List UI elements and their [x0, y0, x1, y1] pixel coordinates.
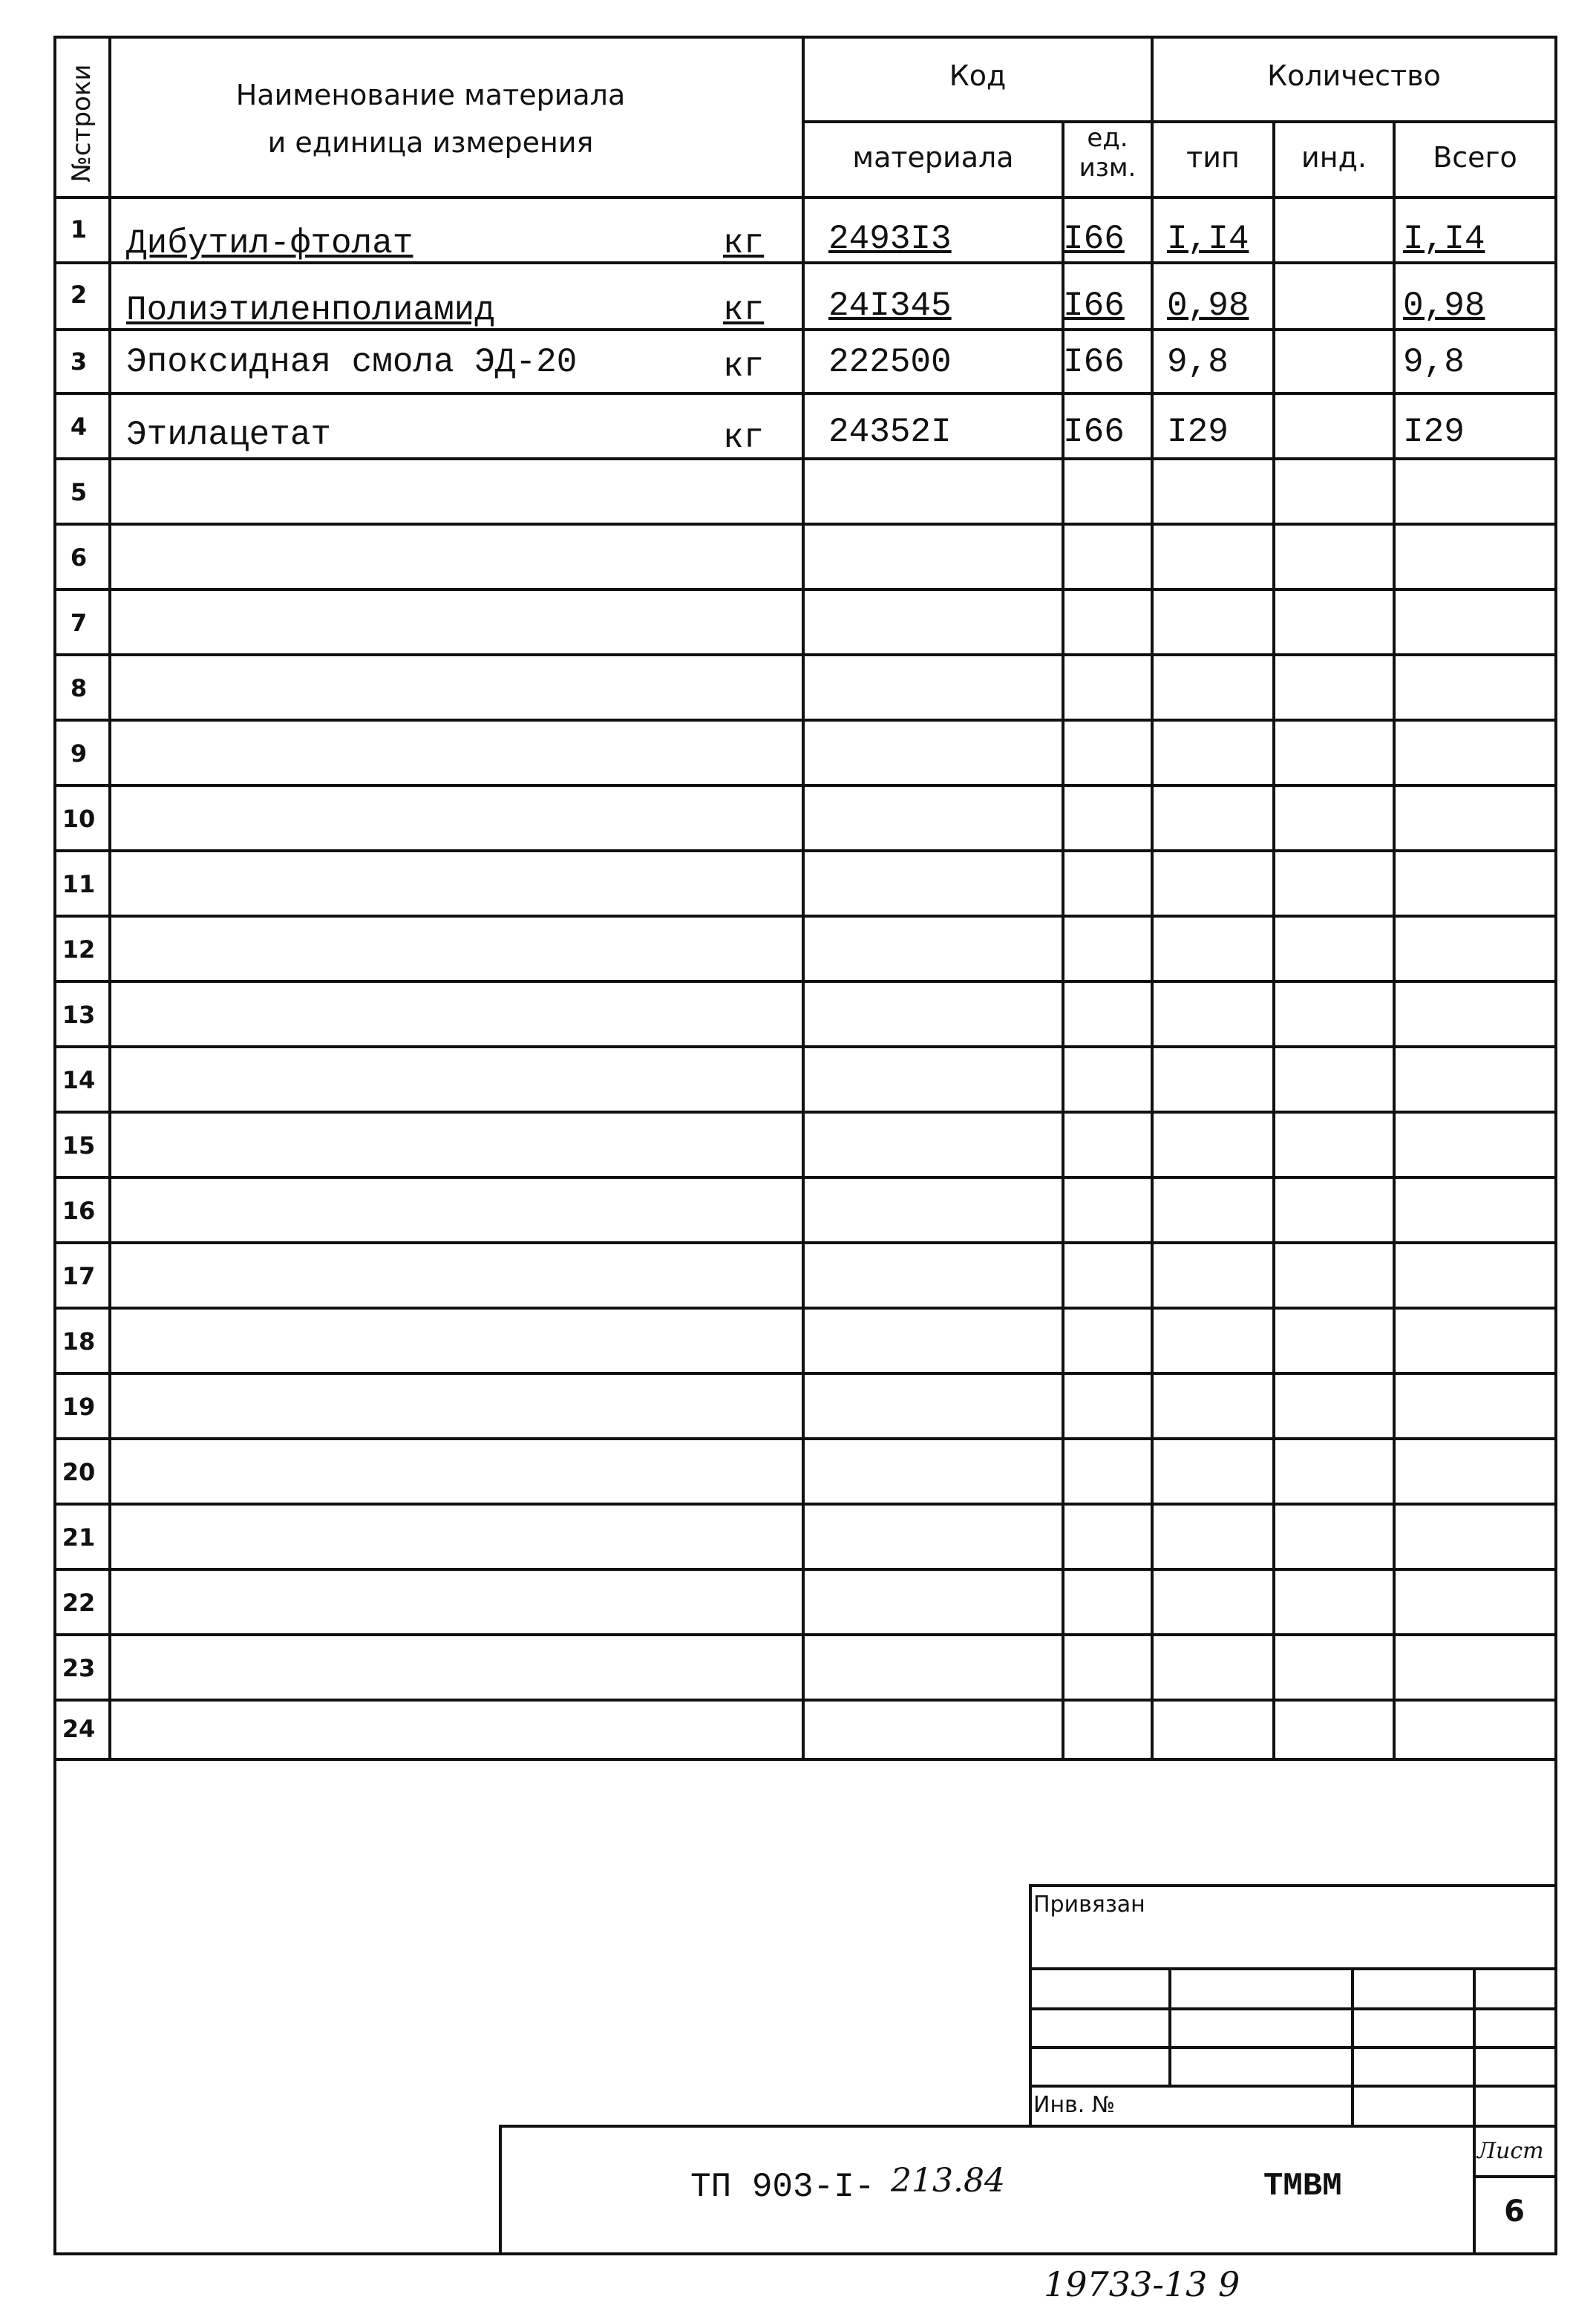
row-number: 17 — [62, 1262, 96, 1290]
frame-bottom — [53, 2252, 1557, 2255]
row-line — [53, 392, 1556, 395]
frame-top — [53, 36, 1557, 39]
stamp-line — [1029, 2046, 1556, 2049]
stamp-line — [1029, 2007, 1556, 2010]
header-material-code: материала — [852, 141, 1014, 174]
header-rownum-label: №строки — [67, 64, 97, 183]
row-line — [53, 1307, 1556, 1310]
header-type: тип — [1186, 141, 1240, 174]
row-2-material-code: 24I345 — [828, 287, 952, 325]
row-4-total: I29 — [1403, 413, 1465, 451]
row-2-type-qty: 0,98 — [1167, 287, 1249, 325]
row-1-type-qty: I,I4 — [1167, 220, 1249, 258]
row-line — [53, 1045, 1556, 1048]
row-number: 2 — [70, 281, 88, 309]
col-line-6 — [1393, 120, 1396, 1758]
row-number: 23 — [62, 1654, 96, 1682]
row-2-name: Полиэтиленполиамид — [126, 291, 495, 330]
row-line — [53, 1176, 1556, 1179]
row-line — [53, 1437, 1556, 1440]
row-line — [53, 719, 1556, 722]
row-line — [53, 1633, 1556, 1636]
row-line — [53, 1111, 1556, 1114]
row-number: 9 — [70, 739, 88, 768]
row-1-total: I,I4 — [1403, 220, 1485, 258]
stamp-inv-label: Инв. № — [1033, 2092, 1116, 2118]
header-name-line2: и единица измерения — [267, 126, 594, 159]
row-number: 8 — [70, 674, 88, 702]
stamp-grid-line — [1168, 1967, 1171, 2086]
row-number: 6 — [70, 543, 88, 572]
row-number: 1 — [70, 215, 88, 244]
row-4-unit-code: I66 — [1063, 413, 1125, 451]
row-line — [53, 1758, 1556, 1761]
row-number: 22 — [62, 1589, 96, 1617]
row-number: 3 — [70, 347, 88, 376]
row-number: 16 — [62, 1197, 96, 1225]
stamp-grid-line — [1351, 1967, 1354, 2126]
row-2-total: 0,98 — [1403, 287, 1485, 325]
row-number: 14 — [62, 1066, 96, 1094]
row-number: 21 — [62, 1523, 96, 1552]
designation-text: ТП 903-I- — [690, 2168, 875, 2206]
row-number: 5 — [70, 478, 88, 506]
col-line-1 — [108, 36, 111, 1758]
col-line-2 — [802, 36, 805, 1758]
designation-org: ТМВМ — [1263, 2168, 1342, 2205]
sheet-number: 6 — [1504, 2194, 1525, 2229]
row-number: 24 — [62, 1715, 96, 1743]
row-number: 11 — [62, 870, 96, 898]
row-number: 7 — [70, 609, 88, 637]
archive-number: 19733-13 9 — [1044, 2264, 1240, 2304]
row-1-name: Дибутил-фтолат — [126, 224, 413, 263]
row-line — [53, 980, 1556, 983]
row-line — [53, 523, 1556, 526]
row-4-unit: кг — [723, 419, 765, 457]
col-line-5 — [1272, 120, 1275, 1758]
row-number: 12 — [62, 935, 96, 964]
header-unit-line1: ед. — [1087, 123, 1128, 153]
row-number: 20 — [62, 1458, 96, 1486]
row-number: 4 — [70, 413, 88, 441]
header-code: Код — [949, 59, 1007, 92]
row-number: 18 — [62, 1327, 96, 1356]
stamp-top-border — [1029, 1884, 1556, 1887]
header-quantity: Количество — [1267, 59, 1441, 92]
designation-left-border — [499, 2125, 502, 2255]
row-3-type-qty: 9,8 — [1167, 343, 1229, 382]
row-2-unit: кг — [723, 291, 765, 330]
row-line — [53, 653, 1556, 656]
row-line — [53, 1372, 1556, 1375]
row-line — [53, 849, 1556, 852]
row-number: 19 — [62, 1393, 96, 1421]
header-name-line1: Наименование материала — [235, 79, 626, 111]
row-3-name: Эпоксидная смола ЭД-20 — [126, 343, 578, 382]
row-4-name: Этилацетат — [126, 416, 332, 454]
row-1-unit-code: I66 — [1063, 220, 1125, 258]
frame-right — [1554, 36, 1557, 2255]
stamp-line — [1029, 1967, 1556, 1970]
row-line — [53, 588, 1556, 591]
row-4-type-qty: I29 — [1167, 413, 1229, 451]
header-mid-line — [803, 120, 1556, 123]
row-line — [53, 915, 1556, 918]
row-line — [53, 784, 1556, 787]
row-number: 15 — [62, 1131, 96, 1160]
row-2-unit-code: I66 — [1063, 287, 1125, 325]
row-line — [53, 1568, 1556, 1571]
row-1-unit: кг — [723, 224, 765, 263]
stamp-left-border — [1029, 1884, 1032, 2126]
stamp-line — [1029, 2085, 1556, 2088]
row-line — [53, 1699, 1556, 1702]
row-3-material-code: 222500 — [828, 343, 952, 382]
row-line — [53, 1503, 1556, 1506]
row-3-unit: кг — [723, 347, 765, 386]
row-1-material-code: 2493I3 — [828, 220, 952, 258]
row-line — [53, 1241, 1556, 1244]
header-individual: инд. — [1301, 141, 1367, 174]
row-3-total: 9,8 — [1403, 343, 1465, 382]
sheet-label: Лист — [1477, 2138, 1544, 2164]
row-4-material-code: 24352I — [828, 413, 952, 451]
sheet-label-line — [1473, 2175, 1556, 2178]
row-number: 10 — [62, 805, 96, 833]
designation-top-border — [499, 2125, 1556, 2128]
row-number: 13 — [62, 1001, 96, 1029]
header-unit-line2: изм. — [1079, 153, 1137, 183]
row-line — [53, 457, 1556, 460]
designation-handwritten: 213.84 — [891, 2162, 1005, 2200]
header-total: Всего — [1433, 141, 1517, 174]
header-bottom-line — [53, 196, 1556, 199]
row-3-unit-code: I66 — [1063, 343, 1125, 382]
col-line-4 — [1151, 36, 1154, 1758]
stamp-privyazan-label: Привязан — [1033, 1892, 1145, 1918]
